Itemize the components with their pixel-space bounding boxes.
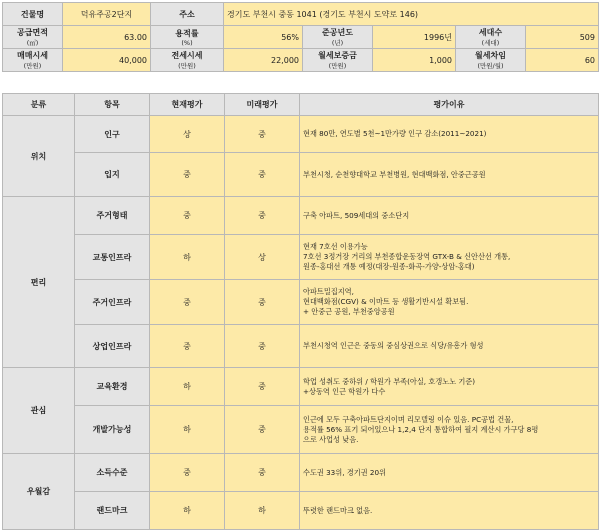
current-cell: 중 xyxy=(150,454,225,492)
current-cell: 하 xyxy=(150,406,225,454)
header-reason: 평가이유 xyxy=(300,94,599,116)
future-cell: 중 xyxy=(225,153,300,197)
reason-cell: 현재 7호선 이용가능 7호선 3정거장 거리의 부천종합운동장역 GTX-B & 신안산선 개통, 원종-홍대선 개통 예정(대장-원종-화곡-가양-상암-홍대) xyxy=(300,235,599,280)
jeonse-value: 22,000 xyxy=(224,49,303,72)
item-cell: 주거인프라 xyxy=(75,280,150,325)
item-cell: 주거형태 xyxy=(75,197,150,235)
category-cell: 위치 xyxy=(3,116,75,197)
current-cell: 하 xyxy=(150,235,225,280)
current-cell: 하 xyxy=(150,368,225,406)
future-cell: 중 xyxy=(225,325,300,368)
category-cell: 관심 xyxy=(3,368,75,454)
table-row xyxy=(3,235,599,280)
header-item: 항목 xyxy=(75,94,150,116)
address-value: 경기도 부천시 중동 1041 (경기도 부천시 도약로 146) xyxy=(224,3,599,26)
far-value: 56% xyxy=(224,26,303,49)
item-cell: 입지 xyxy=(75,153,150,197)
header-current: 현재평가 xyxy=(150,94,225,116)
item-cell: 랜드마크 xyxy=(75,492,150,530)
table-row xyxy=(3,454,599,492)
current-cell: 중 xyxy=(150,280,225,325)
item-cell: 인구 xyxy=(75,116,150,153)
current-cell: 중 xyxy=(150,197,225,235)
sale-label: 매매시세 (만원) xyxy=(3,49,63,72)
rent-label: 월세차임 (만원/월) xyxy=(456,49,526,72)
table-row xyxy=(3,153,599,197)
reason-cell: 부천시청역 인근은 중동의 중심상권으로 식당/유흥가 형성 xyxy=(300,325,599,368)
current-cell: 상 xyxy=(150,116,225,153)
reason-cell: 수도권 33위, 경기권 20위 xyxy=(300,454,599,492)
future-cell: 중 xyxy=(225,406,300,454)
header-category: 분류 xyxy=(3,94,75,116)
far-label: 용적률 (%) xyxy=(151,26,224,49)
header-future: 미래평가 xyxy=(225,94,300,116)
table-row xyxy=(3,492,599,530)
reason-cell: 현재 80만, 연도별 5천~1만가량 인구 감소(2011~2021) xyxy=(300,116,599,153)
reason-cell: 구축 아파트, 509세대의 중소단지 xyxy=(300,197,599,235)
address-label: 주소 xyxy=(151,3,224,26)
rent-value: 60 xyxy=(526,49,599,72)
future-cell: 하 xyxy=(225,492,300,530)
deposit-value: 1,000 xyxy=(373,49,456,72)
current-cell: 하 xyxy=(150,492,225,530)
reason-cell: 아파트밀집지역, 현대백화점(CGV) & 이마트 등 생활기반시설 확보됨. + 안중근 공원, 부천중앙공원 xyxy=(300,280,599,325)
name-label: 건물명 xyxy=(3,3,63,26)
table-row xyxy=(3,406,599,454)
category-cell: 우월감 xyxy=(3,454,75,530)
year-value: 1996년 xyxy=(373,26,456,49)
item-cell: 상업인프라 xyxy=(75,325,150,368)
future-cell: 중 xyxy=(225,116,300,153)
current-cell: 중 xyxy=(150,325,225,368)
header-row xyxy=(3,94,599,116)
deposit-label: 월세보증금 (만원) xyxy=(303,49,373,72)
households-label: 세대수 (세대) xyxy=(456,26,526,49)
item-cell: 교육환경 xyxy=(75,368,150,406)
table-row xyxy=(3,325,599,368)
item-cell: 교통인프라 xyxy=(75,235,150,280)
table-row xyxy=(3,197,599,235)
summary-table xyxy=(2,2,599,72)
year-label: 준공년도 (년) xyxy=(303,26,373,49)
area-label: 공급면적 (㎡) xyxy=(3,26,63,49)
jeonse-label: 전세시세 (만원) xyxy=(151,49,224,72)
item-cell: 개발가능성 xyxy=(75,406,150,454)
item-cell: 소득수준 xyxy=(75,454,150,492)
future-cell: 중 xyxy=(225,368,300,406)
evaluation-table xyxy=(2,93,599,530)
sale-value: 40,000 xyxy=(63,49,151,72)
evaluation-body xyxy=(3,94,599,530)
future-cell: 중 xyxy=(225,280,300,325)
table-row xyxy=(3,368,599,406)
reason-cell: 인근에 모두 구축아파트단지이며 리모델링 이슈 있음. PC공법 건물, 용적률 56% 표기 되어있으나 1,2,4 단지 통합하여 필지 계산시 가구당 8평 으로 사업성 낮음. xyxy=(300,406,599,454)
name-value: 덕유주공2단지 xyxy=(63,3,151,26)
future-cell: 중 xyxy=(225,454,300,492)
table-row xyxy=(3,116,599,153)
reason-cell: 뚜렷한 랜드마크 없음. xyxy=(300,492,599,530)
future-cell: 상 xyxy=(225,235,300,280)
reason-cell: 부천시청, 순천향대학교 부천병원, 현대백화점, 안중근공원 xyxy=(300,153,599,197)
reason-cell: 학업 성취도 중하위 / 학원가 부족(아실, 호갱노노 기준) +상동역 인근 학원가 다수 xyxy=(300,368,599,406)
table-row xyxy=(3,280,599,325)
current-cell: 중 xyxy=(150,153,225,197)
future-cell: 중 xyxy=(225,197,300,235)
households-value: 509 xyxy=(526,26,599,49)
category-cell: 편리 xyxy=(3,197,75,368)
area-value: 63.00 xyxy=(63,26,151,49)
